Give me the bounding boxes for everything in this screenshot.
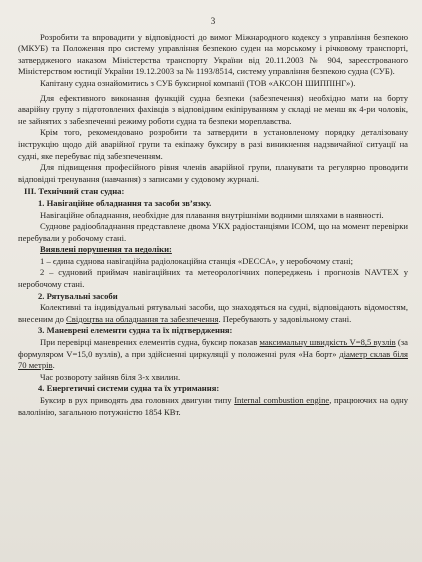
turn-time-text: Час розвороту зайняв біля 3-х хвилин.	[40, 371, 181, 382]
page-number: 3	[210, 16, 216, 26]
section-technical-condition-title: III. Технічний стан судна:	[24, 186, 125, 197]
maneuvering-text-e: .	[52, 360, 55, 371]
violation-radar: 1 – єдина суднова навігаційна радіолокаційна станція «DECCA», у неробочому стані;	[40, 255, 354, 266]
subsection-navigation-title: 1. Навігаційне обладнання та засоби зв’язку.	[38, 197, 212, 208]
paragraph-captain-familiarization: Капітану судна ознайомитись з СУБ буксирної компанії (ТОВ «АКСОН ШИППІНГ»).	[40, 77, 356, 88]
paragraph-emergency-group: Для ефективного виконання функцій судна безпеки (забезпечення) необхідно мати на борту аварійну групу з підготовлених фахівців з відповідним екіпіруванням у складі не менш як 4-ри чоловік, не зайнятих з забезпеченні режиму роботи судна та безпеки мореплавства.	[18, 92, 408, 126]
radio-equipment-text: Суднове радіообладнання представлене двома УКХ радіостанціями ICOM, що на момент перевірки перебували у робочому стані.	[18, 221, 408, 243]
lifesaving-text	[18, 302, 408, 325]
maneuvering-text	[18, 337, 408, 372]
certificate-reference: Свідоцтва на обладнання та забезпечення	[66, 313, 219, 324]
circulation-diameter: діаметр склав біля 70 метрів	[18, 348, 408, 371]
paragraph-instruction-recommendation: Крім того, рекомендовано розробити та затвердити в установленому порядку деталізовану інструкцію щодо дій аварійної групи та екіпажу буксиру в разі виникнення надзвичайної ситуації на судні, яке перебуває під забезпеченням.	[18, 127, 408, 161]
violations-label: Виявлені порушення та недоліки:	[40, 244, 172, 255]
subsection-maneuvering-title: 3. Маневрені елементи судна та їх підтвердження:	[38, 325, 233, 336]
lifesaving-text-start: Колективні та індивідуальні рятувальні засоби, що знаходяться на судні, відповідають відомостям, внесеним до	[18, 302, 408, 324]
power-text	[18, 395, 408, 418]
power-text-a: Буксир в рух приводять два головних двигуни типу	[40, 395, 235, 405]
navigation-equipment-text: Навігаційне обладнання, необхідне для плавання внутрішніми водними шляхами в наявності.	[40, 209, 384, 220]
max-speed: максимальну швидкість V=8,5 вузлів	[259, 337, 396, 348]
paragraph-training: Для підвищення професійного рівня членів аварійної групи, планувати та регулярно проводити відповідні тренування (навчання) з записами у судовому журналі.	[18, 162, 408, 184]
engine-type: Internal combustion engine	[234, 395, 330, 405]
paragraph-sms-development: Розробити та впровадити у відповідності до вимог Міжнародного кодексу з управління безпекою (МКУБ) та Положення про систему управління безпекою суден на морському і річковому транспорті, затвердженого наказом Міністерства транспорту України від 20.11.2003 № 904, зареєстрованого Міністерством юстиції України 19.12.2003 за № 1193/8514, систему управління безпекою судна (СУБ).	[18, 31, 408, 77]
maneuvering-text-c: (за формуляром V=15,0 вузлів), а при здійсненні циркуляції у положенні руля «На борт»	[18, 337, 408, 359]
violation-navtex: 2 – судновий приймач навігаційних та метеорологічних попереджень і прогнозів NAVTEX у неробочому стані.	[18, 267, 408, 290]
power-text-c: , працюючих на одну валолінію, загальною потужністю 1854 КВт.	[18, 395, 408, 417]
subsection-lifesaving-title: 2. Рятувальні засоби	[38, 290, 118, 301]
maneuvering-text-a: При перевірці маневрених елементів судна, буксир показав	[40, 337, 260, 348]
subsection-power-title: 4. Енергетичні системи судна та їх утримання:	[38, 383, 220, 394]
lifesaving-text-end: . Перебувають у задовільному стані.	[218, 313, 352, 324]
